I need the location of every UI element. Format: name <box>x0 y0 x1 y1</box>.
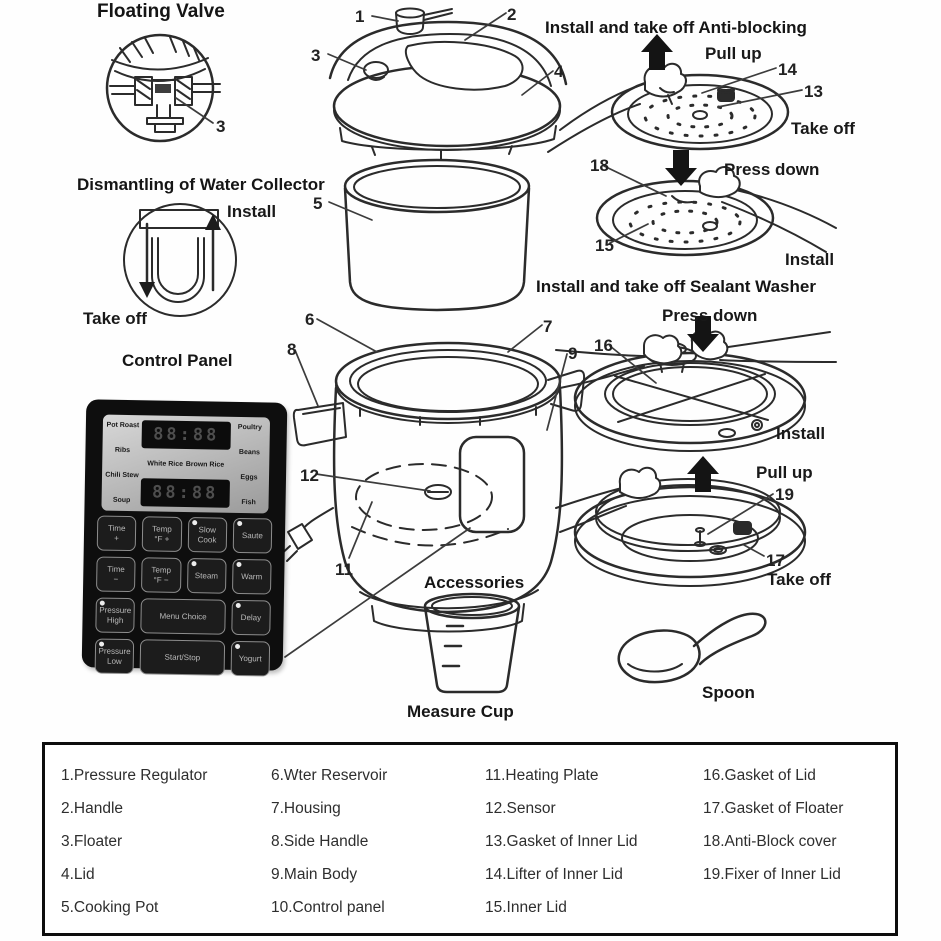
legend-item: 6.Wter Reservoir <box>271 767 388 784</box>
legend-item: 2.Handle <box>61 800 124 817</box>
sw-install-label: Install <box>776 424 826 443</box>
legend-item: 18.Anti-Block cover <box>703 833 837 850</box>
callout-8: 8 <box>287 340 297 359</box>
wc-install-label: Install <box>227 202 277 221</box>
legend-column-1 <box>61 765 207 918</box>
callout-5: 5 <box>313 194 323 213</box>
temp-plus-button: Temp °F + <box>142 516 182 552</box>
sealant-washer-title: Install and take off Sealant Washer <box>536 277 816 296</box>
indicator-dot <box>235 603 240 608</box>
legend-item: 4.Lid <box>61 866 95 883</box>
floating-valve-detail-drawing <box>107 35 220 141</box>
legend-item: 15.Inner Lid <box>485 899 567 916</box>
floating-valve-title: Floating Valve <box>97 1 225 22</box>
control-panel-image <box>82 399 288 670</box>
callout-3: 3 <box>311 46 321 65</box>
water-collector-title: Dismantling of Water Collector <box>77 175 325 194</box>
spoon-label: Spoon <box>702 683 755 702</box>
label-eggs: Eggs <box>240 473 258 482</box>
callout-4: 4 <box>554 62 564 81</box>
legend-item: 14.Lifter of Inner Lid <box>485 866 623 883</box>
legend-item: 12.Sensor <box>485 800 556 817</box>
panel-button-grid <box>95 515 273 676</box>
indicator-dot <box>236 562 241 567</box>
panel-display-area <box>101 415 270 514</box>
legend-item: 9.Main Body <box>271 866 358 883</box>
legend-column-2 <box>271 765 387 918</box>
start-stop-button: Start/Stop <box>140 639 225 675</box>
callout-6: 6 <box>305 310 315 329</box>
indicator-dot <box>192 520 197 525</box>
temp-minus-button: Temp °F − <box>141 557 181 593</box>
panel-mid-labels <box>141 460 230 469</box>
spoon-drawing <box>619 614 766 682</box>
pressure-low-button: Pressure Low <box>95 638 135 674</box>
legend-item: 16.Gasket of Lid <box>703 767 816 784</box>
label-fish: Fish <box>241 498 256 507</box>
menu-choice-button: Menu Choice <box>141 598 226 634</box>
callout-19: 19 <box>775 485 794 504</box>
control-panel-title: Control Panel <box>122 351 233 370</box>
callout-16: 16 <box>594 336 613 355</box>
parts-legend <box>42 742 898 936</box>
label-beans: Beans <box>238 448 261 457</box>
label-white-rice: White Rice <box>147 459 184 468</box>
ab-pressdown-label: Press down <box>724 160 820 179</box>
legend-column-4 <box>703 765 843 885</box>
label-soup: Soup <box>112 496 131 505</box>
accessories-title: Accessories <box>424 573 525 592</box>
led-display-bottom: 88:88 <box>140 478 229 508</box>
legend-item: 3.Floater <box>61 833 123 850</box>
steam-button: Steam <box>186 558 226 594</box>
callout-14: 14 <box>778 60 797 79</box>
label-chili-stew: Chili Stew <box>105 471 139 480</box>
warm-button: Warm <box>232 559 272 595</box>
callout-18: 18 <box>590 156 609 175</box>
callout-1: 1 <box>355 7 365 26</box>
label-ribs: Ribs <box>114 446 131 455</box>
delay-button: Delay <box>231 600 271 636</box>
label-brown-rice: Brown Rice <box>185 460 225 469</box>
panel-right-labels <box>231 421 267 510</box>
legend-item: 10.Control panel <box>271 899 385 916</box>
panel-left-labels <box>104 419 140 508</box>
slow-cook-button: Slow Cook <box>187 517 227 553</box>
saute-button: Saute <box>232 518 272 554</box>
led-display-top: 88:88 <box>142 420 231 450</box>
ab-takeoff-label: Take off <box>791 119 855 138</box>
lid-drawing <box>330 22 566 160</box>
measure-cup-label: Measure Cup <box>407 702 514 721</box>
indicator-dot <box>100 601 105 606</box>
legend-item: 1.Pressure Regulator <box>61 767 208 784</box>
legend-item: 7.Housing <box>271 800 341 817</box>
legend-column-3 <box>485 765 638 918</box>
legend-item: 19.Fixer of Inner Lid <box>703 866 841 883</box>
label-poultry: Poultry <box>237 423 263 432</box>
callout-7: 7 <box>543 317 553 336</box>
callout-12: 12 <box>300 466 319 485</box>
indicator-dot <box>237 521 242 526</box>
label-pot-roast: Pot Roast <box>106 421 140 430</box>
legend-item: 17.Gasket of Floater <box>703 800 844 817</box>
legend-item: 13.Gasket of Inner Lid <box>485 833 638 850</box>
ab-pullup-label: Pull up <box>705 44 762 63</box>
cooking-pot-drawing <box>345 160 529 310</box>
callout-15: 15 <box>595 236 614 255</box>
callout-3-detail: 3 <box>216 117 226 136</box>
callout-2: 2 <box>507 5 517 24</box>
time-plus-button: Time + <box>97 515 137 551</box>
sw-takeoff-label: Take off <box>767 570 831 589</box>
indicator-dot <box>191 561 196 566</box>
callout-9: 9 <box>568 344 578 363</box>
callout-11: 11 <box>335 560 353 579</box>
time-minus-button: Time − <box>96 556 136 592</box>
callout-13: 13 <box>804 82 823 101</box>
ab-install-label: Install <box>785 250 835 269</box>
wc-takeoff-label: Take off <box>83 309 147 328</box>
sw-pullup-label: Pull up <box>756 463 813 482</box>
callout-17: 17 <box>766 551 785 570</box>
indicator-dot <box>99 642 104 647</box>
legend-item: 11.Heating Plate <box>485 767 599 784</box>
yogurt-button: Yogurt <box>230 641 270 677</box>
anti-blocking-title: Install and take off Anti-blocking <box>545 18 807 37</box>
water-collector-drawing <box>124 204 236 316</box>
pressure-high-button: Pressure High <box>95 597 135 633</box>
legend-item: 8.Side Handle <box>271 833 369 850</box>
indicator-dot <box>235 644 240 649</box>
legend-item: 5.Cooking Pot <box>61 899 159 916</box>
direction-arrows <box>641 34 719 492</box>
sw-pressdown-label: Press down <box>662 306 758 325</box>
